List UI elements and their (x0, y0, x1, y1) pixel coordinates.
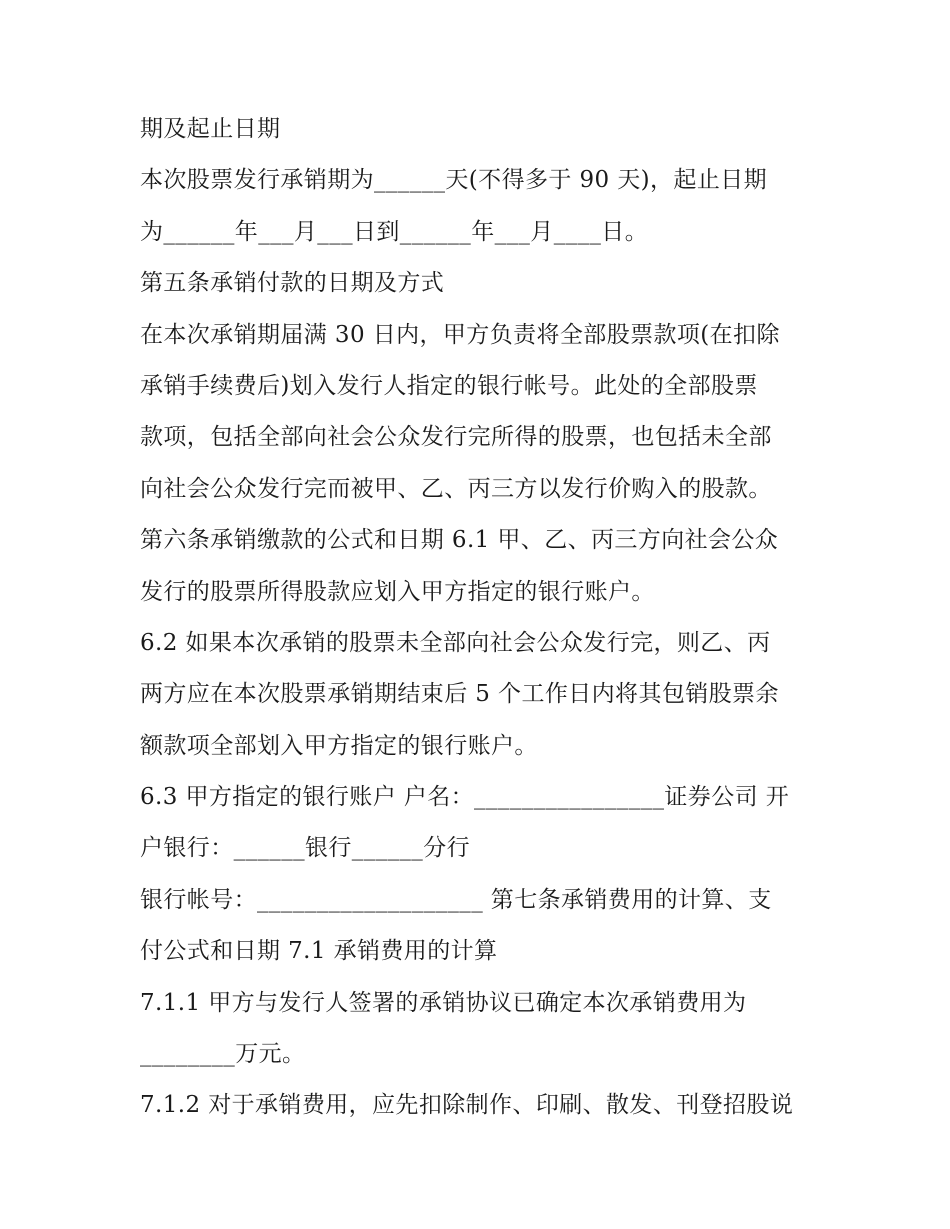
section-heading: 第五条承销付款的日期及方式 (140, 270, 445, 297)
text-line: 户银行：______银行______分行 (140, 835, 470, 862)
text-line: 本次股票发行承销期为______天(不得多于 90 天)，起止日期 (140, 167, 768, 194)
text-line: ________万元。 (140, 1041, 306, 1068)
text-line: 款项，包括全部向社会公众发行完所得的股票，也包括未全部 (140, 424, 772, 451)
text-line: 付公式和日期 7.1 承销费用的计算 (140, 938, 498, 965)
text-line: 期及起止日期 (140, 116, 281, 142)
text-line: 为______年___月___日到______年___月____日。 (140, 218, 649, 245)
text-line: 两方应在本次股票承销期结束后 5 个工作日内将其包销股票余 (140, 681, 779, 708)
text-line: 发行的股票所得股款应划入甲方指定的银行账户。 (140, 578, 655, 605)
text-line: 7.1.1 甲方与发行人签署的承销协议已确定本次承销费用为 (140, 989, 747, 1016)
text-line: 6.3 甲方指定的银行账户 户名：________________证券公司 开 (140, 784, 790, 811)
text-line: 在本次承销期届满 30 日内，甲方负责将全部股票款项(在扣除 (140, 321, 780, 348)
text-line: 向社会公众发行完而被甲、乙、丙三方以发行价购入的股款。 (140, 475, 772, 502)
document-body (140, 104, 820, 1132)
text-line: 银行帐号：___________________ 第七条承销费用的计算、支 (140, 886, 772, 913)
text-line: 6.2 如果本次承销的股票未全部向社会公众发行完，则乙、丙 (140, 629, 771, 656)
text-line: 第六条承销缴款的公式和日期 6.1 甲、乙、丙三方向社会公众 (140, 527, 779, 554)
text-line: 额款项全部划入甲方指定的银行账户。 (140, 732, 538, 759)
text-line: 7.1.2 对于承销费用，应先扣除制作、印刷、散发、刊登招股说 (140, 1092, 794, 1119)
text-line: 承销手续费后)划入发行人指定的银行帐号。此处的全部股票 (140, 372, 758, 399)
